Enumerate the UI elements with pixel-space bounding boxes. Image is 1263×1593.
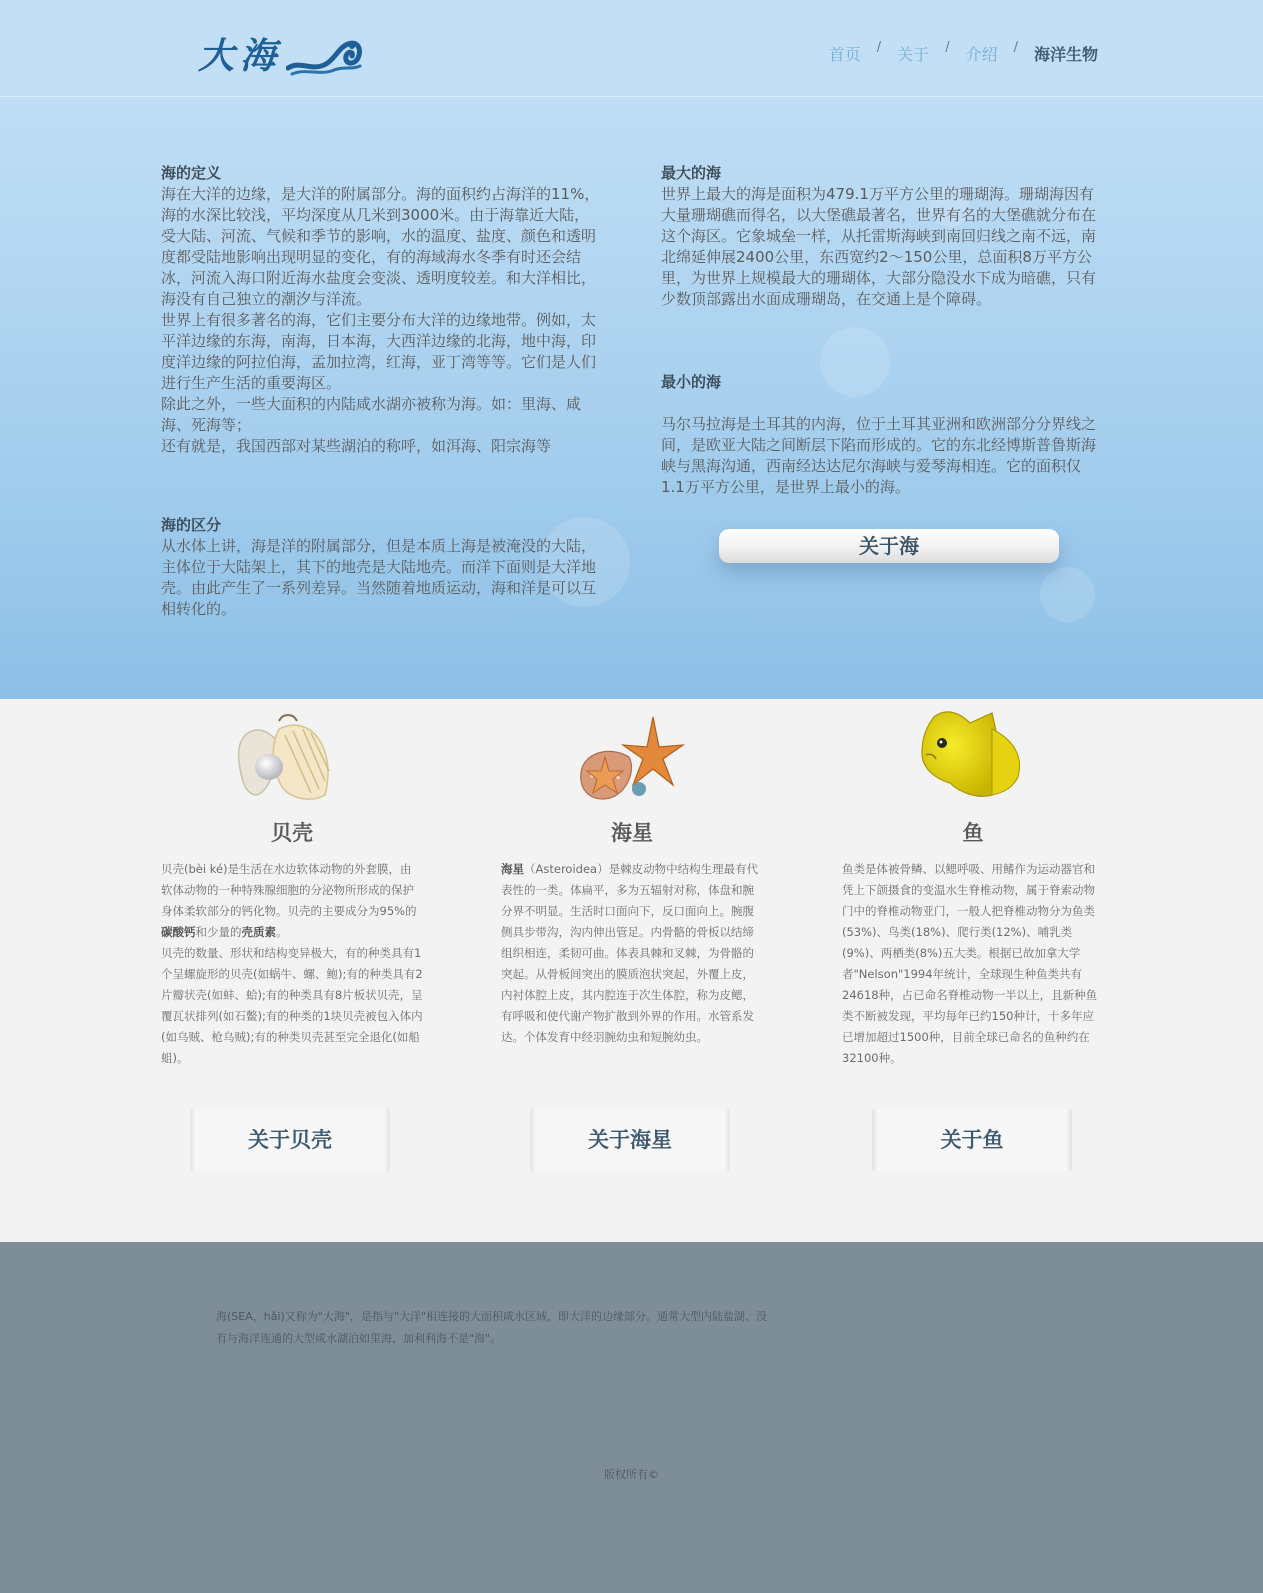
- creature-card-shell: [161, 699, 423, 1069]
- hero-section: [0, 97, 1263, 699]
- smallest-sea-title: 最小的海: [661, 373, 722, 391]
- hero-right-column: [661, 163, 1103, 310]
- starfish-desc-bold: 海星: [501, 862, 524, 876]
- fish-title: 鱼: [962, 821, 984, 845]
- largest-sea-text: 世界上最大的海是面积为479.1万平方公里的珊瑚海。珊瑚海因有大量珊瑚礁而得名，以大堡礁最著名，世界有名的大堡礁就分布在这个海区。它象城垒一样，从托雷斯海峡到南回归线之南不远，南北绵延伸展2400公里，东西宽约2～150公里，总面积8万平方公里，为世界上规模最大的珊瑚体，大部分隐没水下成为暗礁，只有少数顶部露出水面成珊瑚岛，在交通上是个障碍。: [661, 185, 1097, 308]
- nav-separator: /: [945, 40, 950, 55]
- about-fish-button[interactable]: 关于鱼: [872, 1109, 1072, 1171]
- shell-desc-bold: 碳酸钙: [161, 925, 196, 939]
- fish-description: 鱼类是体被骨鳞、以鳃呼吸、用鳍作为运动器官和凭上下颌摄食的变温水生脊椎动物，属于脊索动物门中的脊椎动物亚门，一般人把脊椎动物分为鱼类(53%)、鸟类(18%)、爬行类(12%)、哺乳类(9%)、两栖类(8%)五大类。根据已故加拿大学者"Nelson"1994年统计，全球现生种鱼类共有24618种，占已命名脊椎动物一半以上，且新种鱼类不断被发现，平均每年已约150种计，十多年应已增加超过1500种，目前全球已命名的鱼种约在32100种。: [842, 862, 1098, 1065]
- shell-desc-text: 贝壳的数量、形状和结构变异极大，有的种类具有1个呈螺旋形的贝壳(如蜗牛、螺、鲍);有的种类具有2片瓣状壳(如蚌、蛤);有的种类具有8片板状贝壳，呈覆瓦状排列(如石鳖);有的种类的1块贝壳被包入体内(如乌贼、枪乌贼);有的种类贝壳甚至完全退化(如船蛆)。: [161, 946, 423, 1065]
- starfish-title: 海星: [611, 821, 653, 845]
- nav-separator: /: [876, 40, 882, 55]
- nav-separator: /: [1013, 40, 1018, 55]
- shell-desc-text: 贝壳(bèi ké)是生活在水边软体动物的外套膜，由软体动物的一种特殊腺细胞的分泌物所形成的保护身体柔软部分的钙化物。贝壳的主要成分为95%的: [161, 862, 417, 918]
- nav-intro[interactable]: 介绍: [965, 45, 998, 64]
- site-footer: [0, 1242, 1263, 1593]
- definition-text: 海在大洋的边缘，是大洋的附属部分。海的面积约占海洋的11%，海的水深比较浅，平均深度从几米到3000米。由于海靠近大陆，受大陆、河流、气候和季节的影响，水的温度、盐度、颜色和透明度都受陆地影响出现明显的变化，有的海域海水冬季有时还会结冰，河流入海口附近海水盐度会变淡、透明度较差。和大洋相比，海没有自己独立的潮汐与洋流。: [161, 185, 600, 308]
- definition-title: 海的定义: [161, 164, 222, 182]
- definition-text: 除此之外，一些大面积的内陆咸水湖亦被称为海。如：里海、咸海、死海等；: [161, 395, 582, 434]
- nav-home[interactable]: 首页: [828, 45, 861, 64]
- starfish-desc-text: （Asteroidea）是棘皮动物中结构生理最有代表性的一类。体扁平，多为五辐射对称，体盘和腕分界不明显。生活时口面向下，反口面向上。腕腹侧具步带沟，沟内伸出管足。内骨骼的骨板以结缔组织相连，柔韧可曲。体表具棘和叉棘，为骨骼的突起。从骨板间突出的膜质泡状突起，外覆上皮，内衬体腔上皮，其内腔连于次生体腔，称为皮鳃，有呼吸和使代谢产物扩散到外界的作用。水管系发达。个体发育中经羽腕幼虫和短腕幼虫。: [501, 862, 759, 1044]
- footer-description: 海(SEA，hǎi)又称为"大海"，是指与"大洋"相连接的大面积咸水区域，即大洋的边缘部分。通常大型内陆盐湖、没有与海洋连通的大型咸水湖泊如里海，加利利海不是"海"。: [216, 1310, 768, 1345]
- definition-text: 还有就是，我国西部对某些湖泊的称呼，如洱海、阳宗海等: [161, 437, 552, 455]
- fish-icon: [842, 699, 1104, 809]
- about-starfish-button[interactable]: 关于海星: [530, 1109, 730, 1171]
- distinction-title: 海的区分: [161, 516, 222, 534]
- starfish-description: [501, 859, 763, 1048]
- hero-left-column: [161, 163, 603, 457]
- site-logo[interactable]: [198, 30, 364, 76]
- wave-icon: [286, 30, 364, 76]
- nav-about[interactable]: 关于: [897, 45, 930, 64]
- largest-sea-title: 最大的海: [661, 164, 722, 182]
- creature-card-starfish: [501, 699, 763, 1048]
- hero-left-column-2: [161, 515, 603, 620]
- site-header: [0, 0, 1263, 97]
- shell-icon: [161, 699, 423, 809]
- shell-desc-text: 。: [276, 925, 288, 939]
- shell-desc-text: 和少量的: [195, 925, 242, 939]
- copyright: 版权所有©: [604, 1468, 659, 1481]
- hero-right-column-2: [661, 372, 1103, 498]
- logo-text: 大海: [198, 34, 283, 77]
- shell-title: 贝壳: [271, 821, 313, 845]
- smallest-sea-text: 马尔马拉海是土耳其的内海，位于土耳其亚洲和欧洲部分分界线之间，是欧亚大陆之间断层下陷而形成的。它的东北经博斯普鲁斯海峡与黑海沟通，西南经达达尼尔海峡与爱琴海相连。它的面积仅1.1万平方公里，是世界上最小的海。: [661, 415, 1097, 496]
- creature-card-fish: [842, 699, 1104, 1069]
- nav-marine-life[interactable]: 海洋生物: [1033, 45, 1098, 64]
- main-nav: [829, 42, 1098, 65]
- shell-desc-bold: 壳质素: [241, 925, 276, 939]
- definition-text: 世界上有很多著名的海，它们主要分布大洋的边缘地带。例如，太平洋边缘的东海，南海，日本海，大西洋边缘的北海，地中海，印度洋边缘的阿拉伯海，孟加拉湾，红海，亚丁湾等等。它们是人们进行生产生活的重要海区。: [161, 311, 597, 392]
- about-shell-button[interactable]: 关于贝壳: [190, 1109, 390, 1171]
- bubble-decoration: [1040, 567, 1095, 622]
- distinction-text: 从水体上讲，海是洋的附属部分，但是本质上海是被淹没的大陆，主体位于大陆架上，其下的地壳是大陆地壳。而洋下面则是大洋地壳。由此产生了一系列差异。当然随着地质运动，海和洋是可以互相转化的。: [161, 537, 597, 618]
- starfish-icon: [501, 699, 763, 809]
- shell-description: [161, 859, 423, 1069]
- about-sea-button[interactable]: 关于海: [719, 529, 1059, 563]
- creatures-section: [0, 699, 1263, 1242]
